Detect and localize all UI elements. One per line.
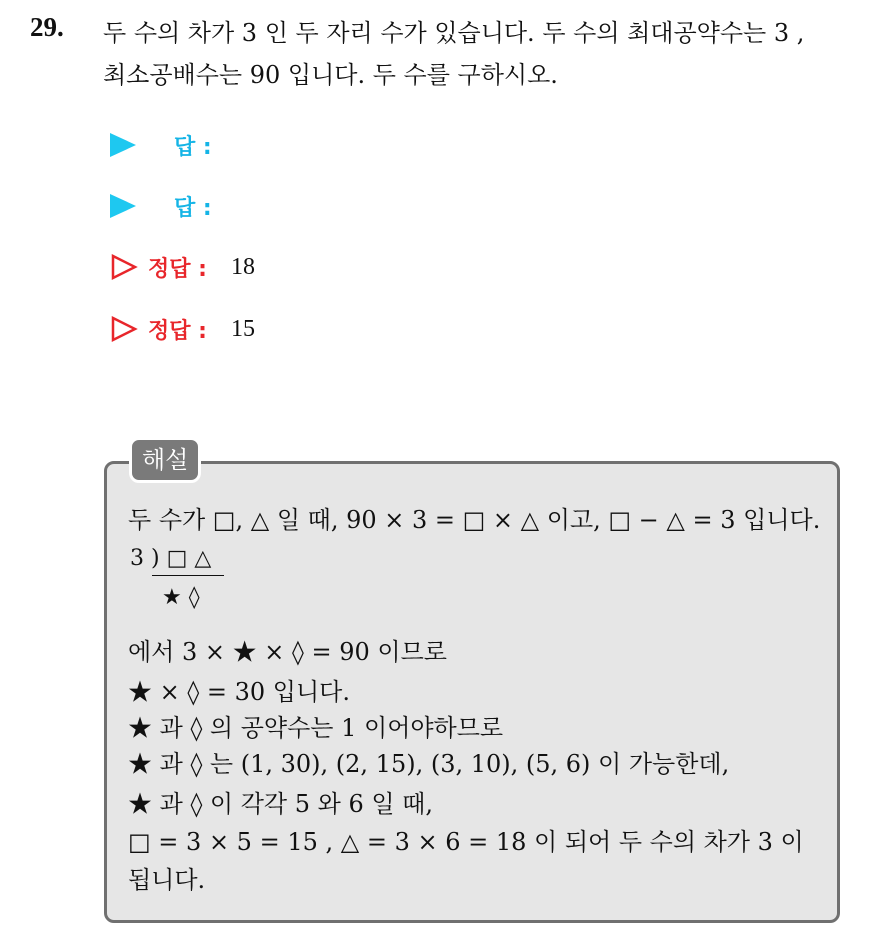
division-bottom: ★ ◊ [162,585,200,610]
division-top: 3 ) □ △ [130,546,212,571]
correct-answer-label: 정답 : [148,318,207,344]
correct-answer-value: 18 [230,253,255,280]
division-bar [152,575,224,576]
question-number: 29. [30,12,64,42]
explanation-line: 됩니다. [128,866,206,894]
answer-label: 답 : [174,134,212,160]
play-arrow-icon [110,133,136,157]
correct-answer-row [110,249,255,285]
correct-answer-label: 정답 : [148,256,207,282]
explanation-line: □ = 3 × 5 = 15 , △ = 3 × 6 = 18 이 되어 두 수의 차가 3 이 [128,828,804,856]
question-line: 최소공배수는 90 입니다. 두 수를 구하시오. [103,61,558,89]
outline-arrow-icon [110,315,138,343]
outline-arrow-icon [110,253,138,281]
correct-answer-value: 15 [230,315,255,342]
explanation-line: ★ 과 ◊ 이 각각 5 와 6 일 때, [128,790,433,818]
explanation-line: ★ × ◊ = 30 입니다. [128,678,350,706]
explanation-line: ★ 과 ◊ 의 공약수는 1 이어야하므로 [128,714,504,742]
explanation-line: 에서 3 × ★ × ◊ = 90 이므로 [128,638,447,666]
question-line: 두 수의 차가 3 인 두 자리 수가 있습니다. 두 수의 최대공약수는 3 , [103,19,805,47]
explanation-tab: 해설 [129,437,201,483]
explanation-line: ★ 과 ◊ 는 (1, 30), (2, 15), (3, 10), (5, 6) 이 가능한데, [128,750,730,778]
answer-row[interactable] [110,188,212,224]
correct-answer-row [110,311,255,347]
play-arrow-icon [110,194,136,218]
answer-label: 답 : [174,195,212,221]
answer-row[interactable] [110,127,212,163]
explanation-line: 두 수가 □, △ 일 때, 90 × 3 = □ × △ 이고, □ − △ = 3 입니다. [128,506,821,534]
question-text [103,12,873,96]
